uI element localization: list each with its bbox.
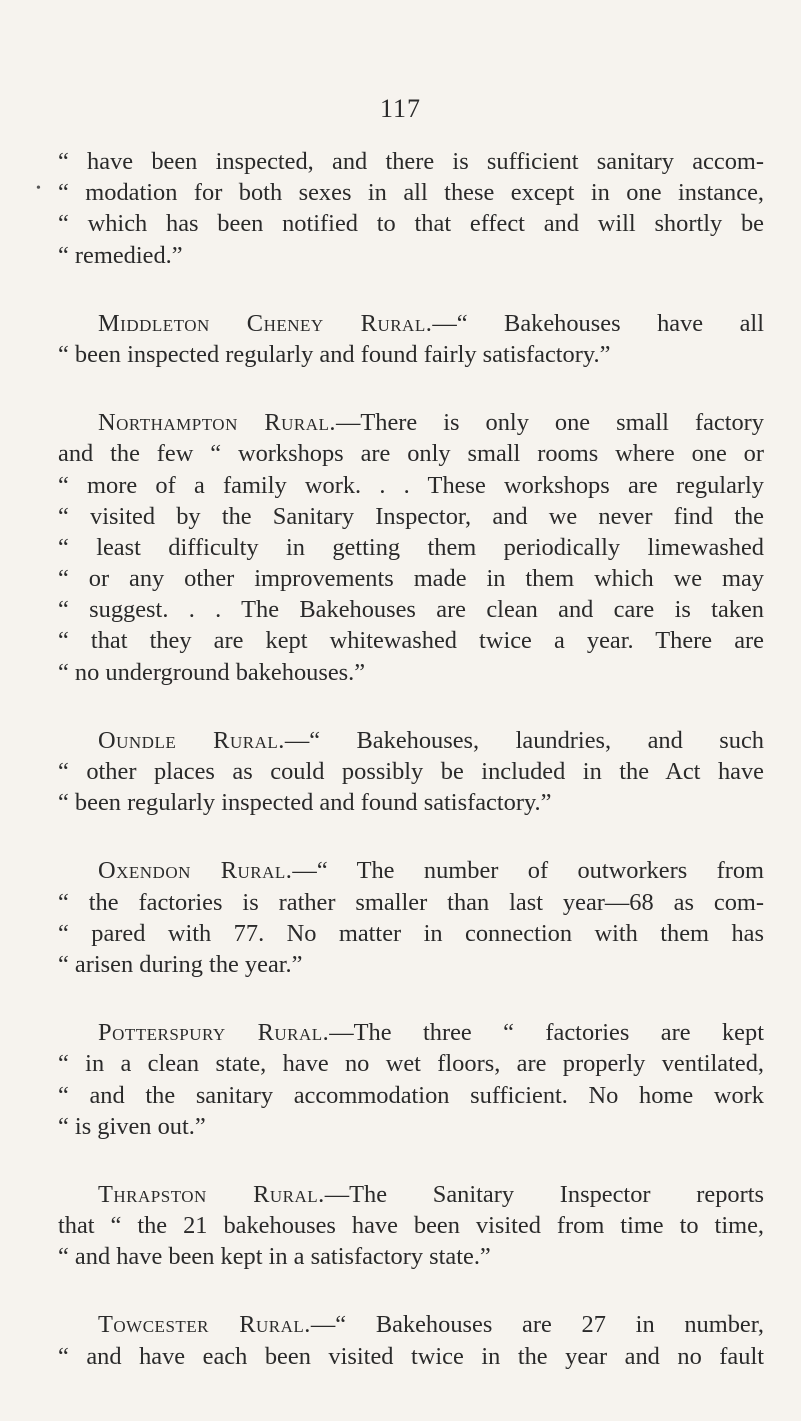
- text-line: “ and the sanitary accommodation sufficient. No home work: [58, 1081, 764, 1109]
- text-line: “ more of a family work. . . These workshops are regularly: [58, 471, 764, 499]
- text-line: “ suggest. . . The Bakehouses are clean and care is taken: [58, 596, 764, 624]
- text-segment: —There is only one small factory: [336, 409, 765, 437]
- text-segment: —“ Bakehouses, laundries, and such: [284, 726, 764, 754]
- text-line: and the few “ workshops are only small rooms where one or: [58, 440, 764, 468]
- text-line: “ arisen during the year.”: [58, 950, 303, 978]
- text-line: that “ the 21 bakehouses have been visited from time to time,: [58, 1212, 764, 1240]
- text-line: “ other places as could possibly be included in the Act have: [58, 758, 764, 785]
- text-line: [58, 1309, 764, 1340]
- page-number: 117: [379, 94, 422, 123]
- text-line: “ that they are kept whitewashed twice a year. There are: [58, 627, 764, 655]
- district-heading: Towcester Rural.: [98, 1311, 311, 1339]
- text-line: “ in a clean state, have no wet floors, are properly ventilated,: [58, 1050, 764, 1078]
- body-text: [58, 146, 764, 1409]
- paragraph-northampton: [58, 407, 764, 688]
- text-line: “ or any other improvements made in them which we may: [58, 565, 764, 593]
- paragraph-thrapston: [58, 1179, 764, 1273]
- paragraph-potterspury: [58, 1017, 764, 1142]
- text-segment: —“ Bakehouses have all: [432, 309, 764, 337]
- text-line: “ been regularly inspected and found satisfactory.”: [58, 789, 552, 817]
- district-heading: Northampton Rural.: [98, 409, 336, 437]
- text-line: “ the factories is rather smaller than last year—68 as com-: [58, 888, 764, 916]
- text-segment: —“ The number of outworkers from: [292, 857, 765, 885]
- text-line: “ which has been notified to that effect and will shortly be: [58, 210, 764, 238]
- text-line: [58, 308, 764, 339]
- paragraph-oundle: [58, 725, 764, 819]
- text-line: “ is given out.”: [58, 1112, 206, 1140]
- margin-mark: •: [36, 181, 41, 196]
- text-line: “ have been inspected, and there is sufficient sanitary accom-: [58, 148, 764, 175]
- district-heading: Thrapston Rural.: [98, 1180, 325, 1208]
- text-segment: —“ Bakehouses are 27 in number,: [310, 1311, 764, 1339]
- text-line: “ been inspected regularly and found fairly satisfactory.”: [58, 340, 611, 368]
- text-line: [58, 407, 764, 438]
- paragraph-middleton-cheney: [58, 308, 764, 370]
- text-line: “ visited by the Sanitary Inspector, and we never find the: [58, 502, 764, 530]
- text-line: “ and have each been visited twice in the year and no fault: [58, 1342, 764, 1370]
- text-line: “ pared with 77. No matter in connection with them has: [58, 919, 764, 947]
- text-segment: —The three “ factories are kept: [329, 1019, 764, 1047]
- district-heading: Middleton Cheney Rural.: [98, 309, 433, 337]
- text-line: [58, 855, 764, 886]
- district-heading: Potterspury Rural.: [98, 1019, 330, 1047]
- paragraph-continuation: [58, 146, 764, 271]
- text-line: [58, 1179, 764, 1210]
- district-heading: Oundle Rural.: [98, 726, 285, 754]
- text-segment: —The Sanitary Inspector reports: [324, 1180, 764, 1208]
- paragraph-oxendon: [58, 855, 764, 980]
- district-heading: Oxendon Rural.: [98, 857, 293, 885]
- text-line: “ modation for both sexes in all these except in one instance,: [58, 179, 764, 207]
- text-line: “ no underground bakehouses.”: [58, 658, 366, 686]
- text-line: “ least difficulty in getting them periodically limewashed: [58, 533, 764, 561]
- paragraph-towcester: [58, 1309, 764, 1371]
- text-line: [58, 1017, 764, 1048]
- text-line: [58, 725, 764, 756]
- text-line: “ and have been kept in a satisfactory state.”: [58, 1243, 491, 1271]
- text-line: “ remedied.”: [58, 241, 183, 269]
